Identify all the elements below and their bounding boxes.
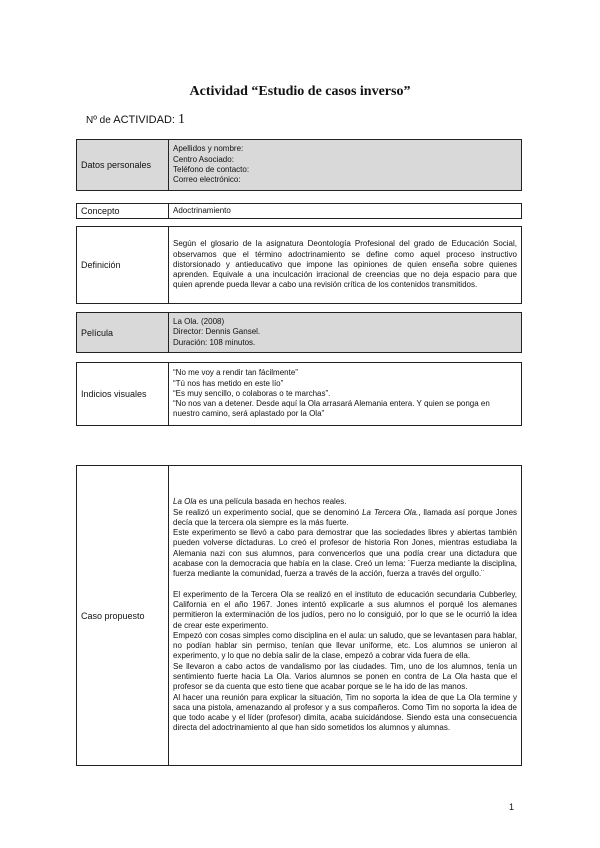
quote-item: “Es muy sencillo, o colaboras o te marchas”. [173,388,331,398]
activity-label: ACTIVIDAD: [113,114,175,126]
activity-number: 1 [178,112,186,127]
pelicula-label: Película [77,313,169,353]
concepto-value: Adoctrinamiento [169,204,522,219]
datos-personales-table [76,139,522,191]
datos-personales-fields [169,140,522,191]
indicios-quotes [169,363,522,426]
quote-item: “No nos van a detener. Desde aquí la Ola arrasará Alemania entera. Y quien se ponga en nuestro camino, será aplastado por la Ola” [173,399,490,419]
pelicula-info [169,313,522,353]
caso-paragraph: El experimento de la Tercera Ola se realizó en el instituto de educación secundaria Cubberley, California en el año 1967. Jones intentó explicarle a sus alumnos el porqué los alemanes permitieron la exterminación de los judíos, pero no lo consiguió, por lo que se le ocurrió la idea de crear este experimento. [173,589,517,630]
pelicula-table [76,312,522,353]
caso-italic-tercera-ola: La Tercera Ola. [362,507,419,517]
caso-italic-title: La Ola [173,497,197,507]
caso-paragraph: La Ola es una película basada en hechos reales. [173,497,347,507]
field-apellidos: Apellidos y nombre: [173,144,244,154]
concepto-table [76,203,522,219]
definicion-label: Definición [77,227,169,304]
caso-paragraph: Se realizó un experimento social, que se denominó La Tercera Ola., llamada así porque Jones decía que la tercera ola siempre es la más fuerte. [173,507,518,527]
pelicula-title: La Ola. (2008) [173,317,225,327]
caso-paragraph: Se llevaron a cabo actos de vandalismo por las ciudades. Tim, uno de los alumnos, tenía un sentimiento fuerte hacia La Ola. Varios alumnos se ponen en contra de La Ola hasta que el profesor se da cuenta que esto tiene que acabar porque se le ha ido de las manos. [173,661,517,692]
caso-paragraph: Este experimento se llevó a cabo para demostrar que las sociedades libres y abiertas también pueden volverse dictaduras. Lo creó el profesor de historia Ron Jones, mientras estudiaba la Alemania nazi con sus alumnos, para convencerlos que una podía crear una dictadura que acabase con la democracia que había en la clase. Creó un lema: ¨Fuerza mediante la disciplina, fuerza mediante la comunidad, fuerza a través de la acción, fuerza a través del orgullo.¨ [173,528,517,579]
page-number: 1 [509,802,515,812]
field-telefono: Teléfono de contacto: [173,165,250,174]
quote-item: “Tú nos has metido en este lío” [173,378,284,388]
caso-paragraph: Al hacer una reunión para explicar la situación, Tim no soporta la idea de que La Ola termine y saca una pistola, amenazando al profesor y a sus compañeros. Como Tim no soporta la idea de que todo acabe y el líder (profesor) dimita, acaba suicidándose. Siendo esta una consecuencia directa del adoctrinamiento al que han sido sometidos los alumnos y alumnas. [173,692,517,733]
activity-number-line [86,112,185,128]
pelicula-duracion: Duración: 108 minutos. [173,337,256,347]
indicios-label: Indicios visuales [77,363,169,426]
concepto-label: Concepto [77,204,169,219]
caso-propuesto-table [76,465,522,766]
field-centro: Centro Asociado: [173,154,234,164]
caso-paragraph: Empezó con cosas simples como disciplina en el aula: un saludo, que se levantasen para hablar, no podían hablar sin permiso, tenían que llevar uniforme, etc. Los alumnos se unieron al experimento, y lo que no debía salir de la clase, empezó a cobrar vida fuera de ella. [173,630,517,661]
field-correo: Correo electrónico: [173,175,241,185]
caso-propuesto-label: Caso propuesto [77,466,169,766]
quote-item: “No me voy a rendir tan fácilmente” [173,368,298,378]
caso-spacer [173,580,517,590]
document-title: Actividad “Estudio de casos inverso” [189,84,411,99]
activity-prefix: Nº de [86,115,111,126]
pelicula-director: Director: Dennis Gansel. [173,327,261,337]
definicion-table [76,226,522,304]
definicion-text: Según el glosario de la asignatura Deontología Profesional del grado de Educación Social, observamos que el término adoctrinamiento se define como aquel proceso instructivo distorsionado y antieducativo que impone las opiniones de quien enseña sobre quienes aprenden. Equivale a una inculcación irracional de creencias que no deja espacio para que quien aprende pueda llevar a cabo una revisión crítica de los contenidos transmitidos. [169,227,522,304]
caso-propuesto-text [169,466,522,766]
datos-personales-label: Datos personales [77,140,169,191]
indicios-table [76,362,522,426]
